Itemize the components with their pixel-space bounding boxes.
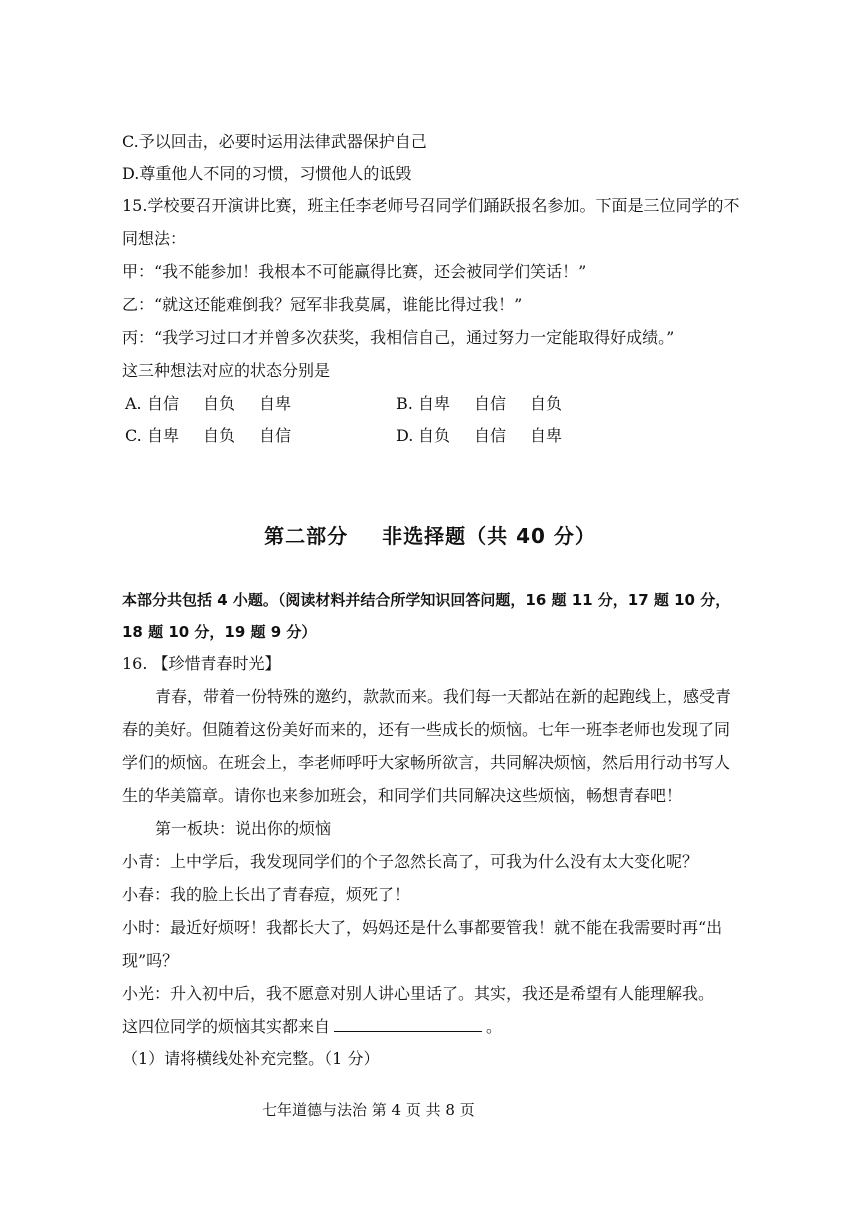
q16-xiaochun: 小春：我的脸上长出了青春痘，烦死了！ [122, 885, 411, 904]
q15-view-bing: 丙：“我学习过口才并曾多次获奖，我相信自己，通过努力一定能取得好成绩。” [122, 328, 675, 347]
part2-title [0, 520, 860, 549]
q14-option-c: C.予以回击，必要时运用法律武器保护自己 [122, 132, 427, 151]
q16-block1-title: 第一板块：说出你的烦恼 [155, 819, 332, 838]
summary-text: 这四位同学的烦恼其实都来自 [122, 1017, 331, 1036]
q16-xiaoshi-line2: 现”吗？ [122, 951, 179, 970]
option-word: 自卑 [418, 394, 451, 413]
q16-heading: 16. 【珍惜青春时光】 [122, 654, 281, 673]
part2-intro-line2: 18 题 10 分，19 题 9 分） [122, 623, 317, 641]
q16-summary [122, 1017, 502, 1037]
q16-xiaoqing: 小青：上中学后，我发现同学们的个子忽然长高了，可我为什么没有太大变化呢？ [122, 852, 699, 871]
summary-end: 。 [486, 1017, 503, 1036]
option-word: 自负 [203, 426, 236, 445]
q16-passage-line2: 春的美好。但随着这份美好而来的，还有一些成长的烦恼。七年一班李老师也发现了同 [122, 720, 731, 739]
q15-question: 这三种想法对应的状态分别是 [122, 361, 331, 380]
q15-option-a [125, 394, 291, 414]
part2-intro-line1: 本部分共包括 4 小题。（阅读材料并结合所学知识回答问题，16 题 11 分，17 题 10 分， [122, 591, 731, 609]
answer-blank[interactable] [334, 1017, 482, 1032]
page-footer: 七年道德与法治 第 4 页 共 8 页 [262, 1101, 475, 1119]
option-word: 自卑 [530, 426, 563, 445]
option-letter: C. [125, 426, 142, 445]
q15-stem-line2: 同想法： [122, 229, 187, 248]
option-word: 自信 [474, 394, 507, 413]
option-word: 自信 [147, 394, 180, 413]
option-word: 自卑 [259, 394, 292, 413]
q15-option-c [125, 426, 291, 446]
q15-option-d [396, 426, 562, 446]
option-letter: A. [125, 394, 142, 413]
q16-passage-line4: 生的华美篇章。请你也来参加班会，和同学们共同解决这些烦恼，畅想青春吧！ [122, 786, 683, 805]
option-letter: B. [396, 394, 413, 413]
q16-xiaoguang: 小光：升入初中后，我不愿意对别人讲心里话了。其实，我还是希望有人能理解我。 [122, 984, 715, 1003]
part2-title-part: 第二部分 [264, 524, 349, 548]
option-word: 自负 [530, 394, 563, 413]
option-word: 自信 [259, 426, 292, 445]
q16-xiaoshi-line1: 小时：最近好烦呀！我都长大了，妈妈还是什么事都要管我！就不能在我需要时再“出 [122, 918, 723, 937]
q14-option-d: D.尊重他人不同的习惯，习惯他人的诋毁 [122, 164, 412, 183]
q16-passage-line3: 学们的烦恼。在班会上，李老师呼吁大家畅所欲言，共同解决烦恼，然后用行动书写人 [122, 753, 731, 772]
q15-view-jia: 甲：“我不能参加！我根本不可能赢得比赛，还会被同学们笑话！” [122, 262, 587, 281]
q15-option-b [396, 394, 562, 414]
option-word: 自负 [203, 394, 236, 413]
option-word: 自负 [418, 426, 451, 445]
part2-title-text: 非选择题（共 40 分） [382, 524, 596, 548]
q15-view-yi: 乙：“就这还能难倒我？冠军非我莫属，谁能比得过我！” [122, 295, 523, 314]
q16-passage-line1: 青春，带着一份特殊的邀约，款款而来。我们每一天都站在新的起跑线上，感受青 [155, 687, 732, 706]
q15-stem-line1: 15.学校要召开演讲比赛，班主任李老师号召同学们踊跃报名参加。下面是三位同学的不 [122, 196, 740, 215]
option-word: 自卑 [147, 426, 180, 445]
option-word: 自信 [474, 426, 507, 445]
q16-subquestion-1: （1）请将横线处补充完整。（1 分） [122, 1049, 380, 1068]
option-letter: D. [396, 426, 414, 445]
